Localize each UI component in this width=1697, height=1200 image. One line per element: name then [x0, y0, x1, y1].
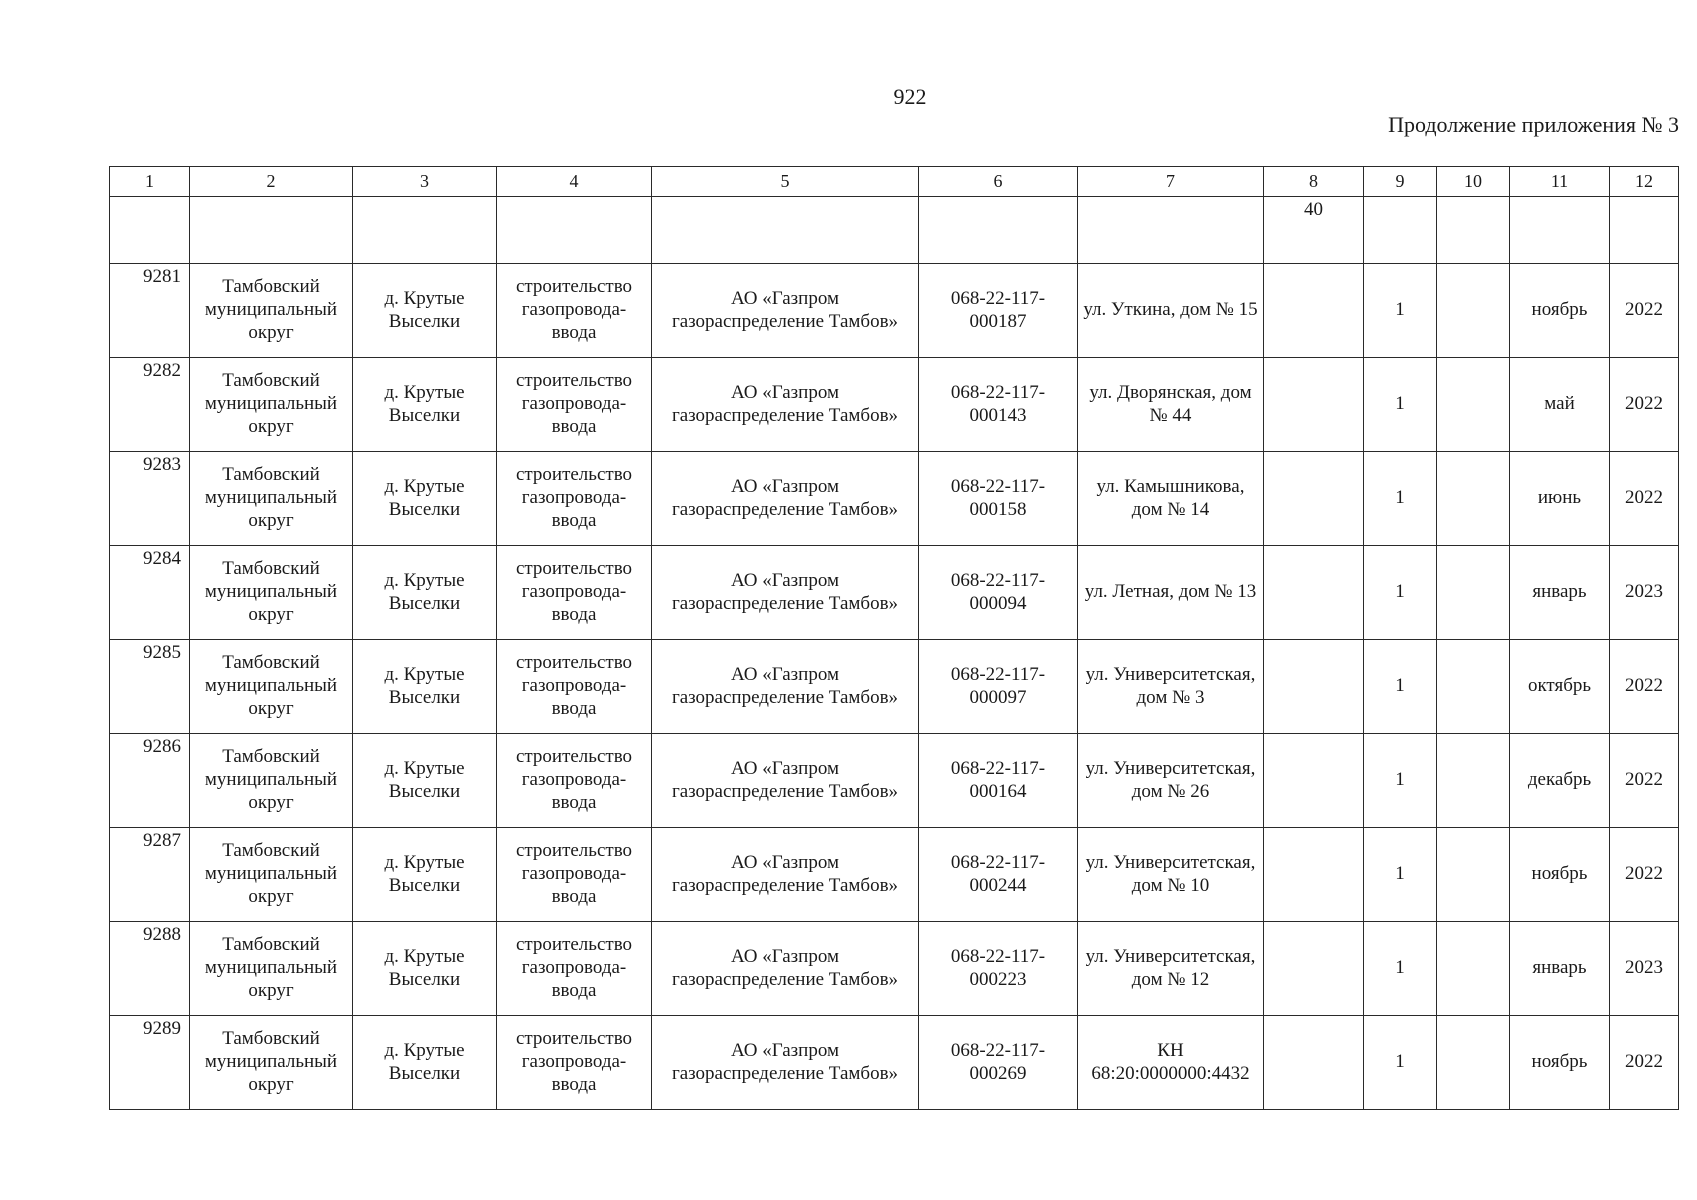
table-row — [110, 922, 1679, 1016]
table-cell: 2022 — [1610, 734, 1679, 828]
table-row — [110, 264, 1679, 358]
table-cell: строительство газопровода-ввода — [497, 734, 652, 828]
continuation-caption: Продолжение приложения № 3 — [1388, 112, 1679, 137]
table-cell: д. Крутые Выселки — [353, 546, 497, 640]
row-number-cell: 9286 — [110, 734, 190, 828]
table-cell: 2022 — [1610, 640, 1679, 734]
table-cell: строительство газопровода-ввода — [497, 640, 652, 734]
table-cell: 068-22-117-000244 — [919, 828, 1078, 922]
table-cell: Тамбовский муниципальный округ — [190, 828, 353, 922]
table-cell: 068-22-117-000158 — [919, 452, 1078, 546]
table-cell — [1264, 828, 1364, 922]
table-cell: 068-22-117-000164 — [919, 734, 1078, 828]
table-cell: строительство газопровода-ввода — [497, 264, 652, 358]
table-cell — [1078, 197, 1264, 264]
row-number-cell: 9284 — [110, 546, 190, 640]
table-row — [110, 546, 1679, 640]
column-number: 2 — [190, 167, 353, 197]
table-cell — [353, 197, 497, 264]
table-cell: ул. Университетская, дом № 12 — [1078, 922, 1264, 1016]
table-cell: АО «Газпром газораспределение Тамбов» — [652, 264, 919, 358]
row-number-cell: 9285 — [110, 640, 190, 734]
page-number: 922 — [893, 84, 927, 109]
table-cell: июнь — [1510, 452, 1610, 546]
column-number: 10 — [1437, 167, 1510, 197]
table-cell: д. Крутые Выселки — [353, 358, 497, 452]
table-cell: январь — [1510, 546, 1610, 640]
table-cell: 1 — [1364, 734, 1437, 828]
table-cell: д. Крутые Выселки — [353, 828, 497, 922]
table-cell: строительство газопровода-ввода — [497, 358, 652, 452]
table-cell — [1510, 197, 1610, 264]
row-number-cell: 9287 — [110, 828, 190, 922]
table-cell: Тамбовский муниципальный округ — [190, 922, 353, 1016]
table-row — [110, 640, 1679, 734]
table-cell — [1264, 922, 1364, 1016]
table-cell: Тамбовский муниципальный округ — [190, 546, 353, 640]
table-cell — [1610, 197, 1679, 264]
table-cell: ул. Уткина, дом № 15 — [1078, 264, 1264, 358]
table-cell — [1437, 452, 1510, 546]
table-cell: 1 — [1364, 264, 1437, 358]
table-cell — [1264, 452, 1364, 546]
table-row — [110, 1016, 1679, 1110]
column-number-row — [110, 167, 1679, 197]
table-cell: ул. Камышникова, дом № 14 — [1078, 452, 1264, 546]
table-cell: 1 — [1364, 922, 1437, 1016]
table-cell: Тамбовский муниципальный округ — [190, 452, 353, 546]
table-cell: АО «Газпром газораспределение Тамбов» — [652, 734, 919, 828]
table-cell: 068-22-117-000187 — [919, 264, 1078, 358]
column-number: 4 — [497, 167, 652, 197]
table-cell: строительство газопровода-ввода — [497, 546, 652, 640]
table-cell: 1 — [1364, 546, 1437, 640]
table-cell: ул. Университетская, дом № 26 — [1078, 734, 1264, 828]
table-cell: строительство газопровода-ввода — [497, 828, 652, 922]
table-cell — [1264, 1016, 1364, 1110]
table-cell: 068-22-117-000223 — [919, 922, 1078, 1016]
column-number: 11 — [1510, 167, 1610, 197]
table-cell: строительство газопровода-ввода — [497, 452, 652, 546]
table-cell: ул. Университетская, дом № 3 — [1078, 640, 1264, 734]
column-number: 1 — [110, 167, 190, 197]
column-number: 12 — [1610, 167, 1679, 197]
table-cell: 1 — [1364, 828, 1437, 922]
table-cell: д. Крутые Выселки — [353, 640, 497, 734]
column-number: 6 — [919, 167, 1078, 197]
table-cell: ул. Университетская, дом № 10 — [1078, 828, 1264, 922]
table-cell: Тамбовский муниципальный округ — [190, 264, 353, 358]
table-cell: ул. Дворянская, дом № 44 — [1078, 358, 1264, 452]
table-cell: 068-22-117-000269 — [919, 1016, 1078, 1110]
table-cell: ноябрь — [1510, 264, 1610, 358]
table-cell — [1264, 358, 1364, 452]
table-cell — [497, 197, 652, 264]
table-cell — [1437, 264, 1510, 358]
table-cell — [652, 197, 919, 264]
table-cell: АО «Газпром газораспределение Тамбов» — [652, 922, 919, 1016]
table-cell: Тамбовский муниципальный округ — [190, 358, 353, 452]
table-cell: ноябрь — [1510, 828, 1610, 922]
row-number-cell: 9282 — [110, 358, 190, 452]
table-row — [110, 734, 1679, 828]
table-cell: 1 — [1364, 1016, 1437, 1110]
table-cell — [1264, 734, 1364, 828]
table-cell: 2023 — [1610, 922, 1679, 1016]
table-cell — [190, 197, 353, 264]
table-cell — [1364, 197, 1437, 264]
table-cell: 2022 — [1610, 358, 1679, 452]
table-cell: 068-22-117-000094 — [919, 546, 1078, 640]
table-cell: октябрь — [1510, 640, 1610, 734]
table-cell — [1264, 264, 1364, 358]
table-cell: АО «Газпром газораспределение Тамбов» — [652, 1016, 919, 1110]
table-cell: АО «Газпром газораспределение Тамбов» — [652, 358, 919, 452]
table-cell — [919, 197, 1078, 264]
table-cell — [1437, 197, 1510, 264]
table-cell: 068-22-117-000143 — [919, 358, 1078, 452]
row-number-cell: 9281 — [110, 264, 190, 358]
table-cell: 40 — [1264, 197, 1364, 264]
table-cell: д. Крутые Выселки — [353, 922, 497, 1016]
table-cell: 068-22-117-000097 — [919, 640, 1078, 734]
table-cell: 2022 — [1610, 1016, 1679, 1110]
table-cell — [1437, 358, 1510, 452]
table-cell: 2023 — [1610, 546, 1679, 640]
table-cell — [1264, 546, 1364, 640]
table-cell — [1437, 640, 1510, 734]
column-number: 8 — [1264, 167, 1364, 197]
table-cell: АО «Газпром газораспределение Тамбов» — [652, 640, 919, 734]
table-cell — [1437, 828, 1510, 922]
table-cell: д. Крутые Выселки — [353, 264, 497, 358]
carryover-row — [110, 197, 1679, 264]
table-cell — [1437, 1016, 1510, 1110]
table-cell — [1437, 546, 1510, 640]
table-cell: 2022 — [1610, 452, 1679, 546]
table-cell: ноябрь — [1510, 1016, 1610, 1110]
register-table — [109, 166, 1679, 1110]
table-cell: строительство газопровода-ввода — [497, 1016, 652, 1110]
table-cell: 1 — [1364, 640, 1437, 734]
table-cell: Тамбовский муниципальный округ — [190, 640, 353, 734]
column-number: 9 — [1364, 167, 1437, 197]
table-cell: АО «Газпром газораспределение Тамбов» — [652, 452, 919, 546]
table-cell: Тамбовский муниципальный округ — [190, 1016, 353, 1110]
table-cell: 2022 — [1610, 264, 1679, 358]
row-number-cell: 9283 — [110, 452, 190, 546]
table-cell: май — [1510, 358, 1610, 452]
row-number-cell: 9289 — [110, 1016, 190, 1110]
table-cell: д. Крутые Выселки — [353, 452, 497, 546]
table-row — [110, 452, 1679, 546]
table-cell — [1437, 922, 1510, 1016]
table-cell — [1264, 640, 1364, 734]
column-number: 7 — [1078, 167, 1264, 197]
table-cell: ул. Летная, дом № 13 — [1078, 546, 1264, 640]
table-cell: 2022 — [1610, 828, 1679, 922]
table-cell: январь — [1510, 922, 1610, 1016]
table-cell: КН 68:20:0000000:4432 — [1078, 1016, 1264, 1110]
table-cell: строительство газопровода-ввода — [497, 922, 652, 1016]
row-number-cell: 9288 — [110, 922, 190, 1016]
table-row — [110, 828, 1679, 922]
table-cell: Тамбовский муниципальный округ — [190, 734, 353, 828]
table-cell: 1 — [1364, 452, 1437, 546]
table-cell: д. Крутые Выселки — [353, 734, 497, 828]
table-cell — [110, 197, 190, 264]
table-cell: д. Крутые Выселки — [353, 1016, 497, 1110]
table-cell: АО «Газпром газораспределение Тамбов» — [652, 828, 919, 922]
column-number: 5 — [652, 167, 919, 197]
table-cell: АО «Газпром газораспределение Тамбов» — [652, 546, 919, 640]
table-cell: 1 — [1364, 358, 1437, 452]
column-number: 3 — [353, 167, 497, 197]
table-row — [110, 358, 1679, 452]
table-cell: декабрь — [1510, 734, 1610, 828]
table-cell — [1437, 734, 1510, 828]
